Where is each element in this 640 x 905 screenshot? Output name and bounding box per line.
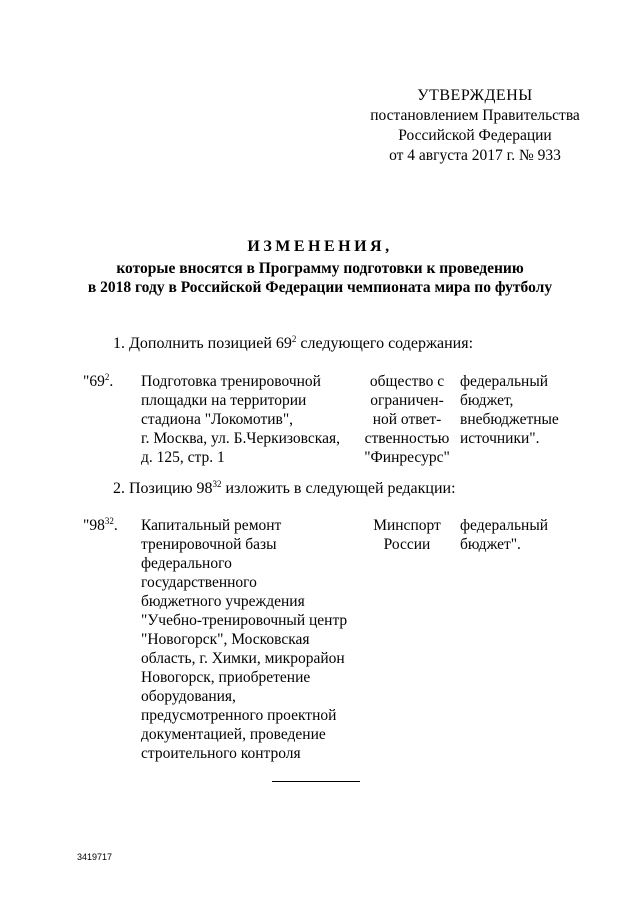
item1-fund-line: источники". (460, 430, 540, 447)
item1-org-line: общество с (369, 373, 445, 390)
item2-desc-line: Новогорск, приобретение (141, 669, 311, 686)
item2-org-line: Минспорт (373, 517, 441, 534)
item2-num-dot: . (113, 517, 118, 534)
item2-desc-line: документацией, проведение (141, 726, 326, 743)
subtitle-line-2: в 2018 году в Российской Федерации чемпионата мира по футболу (87, 279, 553, 296)
document-code: 3419717 (77, 852, 113, 862)
item2-desc-line: бюджетного учреждения (141, 593, 305, 610)
item1-desc-line: площадки на территории (141, 392, 307, 409)
document-title: ИЗМЕНЕНИЯ, (247, 238, 393, 255)
item2-organization (357, 516, 457, 554)
item2-desc-line: федерального государственного (141, 555, 257, 591)
item2-description (141, 516, 351, 763)
item2-desc-line: оборудования, (141, 688, 236, 705)
approved-line-3: от 4 августа 2017 г. № 933 (389, 147, 561, 164)
item1-organization (357, 372, 457, 467)
item1-fund-line: бюджет, (460, 392, 514, 409)
approved-heading: УТВЕРЖДЕНЫ (417, 87, 533, 104)
item1-intro-sup: 2 (291, 334, 297, 344)
item1-num-sup: 2 (104, 372, 110, 382)
item2-desc-line: тренировочной базы (141, 536, 277, 553)
item1-fund-line: федеральный (460, 373, 549, 390)
item1-org-line: ной ответ- (372, 411, 442, 428)
item1-intro-text: 1. Дополнить позицией 69 (113, 335, 292, 352)
document-subtitle (40, 259, 600, 297)
item1-org-line: "Финресурс" (364, 449, 450, 466)
item1-desc-line: д. 125, стр. 1 (141, 449, 225, 466)
item2-desc-line: "Новогорск", Московская (141, 631, 310, 648)
item2-desc-line: предусмотренного проектной (141, 707, 337, 724)
item2-desc-line: область, г. Химки, микрорайон (141, 650, 345, 667)
approval-block (340, 86, 610, 166)
item1-fund-line: внебюджетные (460, 411, 559, 428)
item2-desc-line: "Учебно-тренировочный центр (141, 612, 348, 629)
item2-position-number (83, 516, 118, 535)
item2-intro-sup: 32 (212, 479, 222, 489)
item1-desc-line: г. Москва, ул. Б.Черкизовская, (141, 430, 340, 447)
item2-intro-text-end: изложить в следующей редакции: (221, 480, 456, 497)
item1-position-number (83, 372, 113, 391)
approved-line-1: постановлением Правительства (370, 107, 580, 124)
item2-org-line: России (383, 536, 431, 553)
subtitle-line-1: которые вносятся в Программу подготовки к проведению (116, 260, 524, 277)
item2-desc-line: строительного контроля (141, 745, 301, 762)
item1-org-line: ограничен- (370, 392, 444, 409)
item2-intro (113, 479, 456, 499)
item2-intro-text: 2. Позицию 98 (113, 480, 213, 497)
item1-description (141, 372, 351, 467)
item2-fund-line: бюджет". (460, 536, 521, 553)
item2-desc-line: Капитальный ремонт (141, 517, 282, 534)
item1-desc-line: стадиона "Локомотив", (141, 411, 294, 428)
approved-line-2: Российской Федерации (398, 127, 552, 144)
item2-num-text: "98 (83, 517, 105, 534)
item1-desc-line: Подготовка тренировочной (141, 373, 321, 390)
item1-num-text: "69 (83, 373, 105, 390)
item1-funding (460, 372, 590, 448)
closing-divider (272, 781, 360, 782)
item1-org-line: ственностью (364, 430, 450, 447)
item1-num-dot: . (109, 373, 114, 390)
item1-intro-text-end: следующего содержания: (296, 335, 474, 352)
item2-num-sup: 32 (104, 516, 114, 526)
item2-funding (460, 516, 590, 554)
item1-intro (113, 334, 473, 354)
item2-fund-line: федеральный (460, 517, 549, 534)
